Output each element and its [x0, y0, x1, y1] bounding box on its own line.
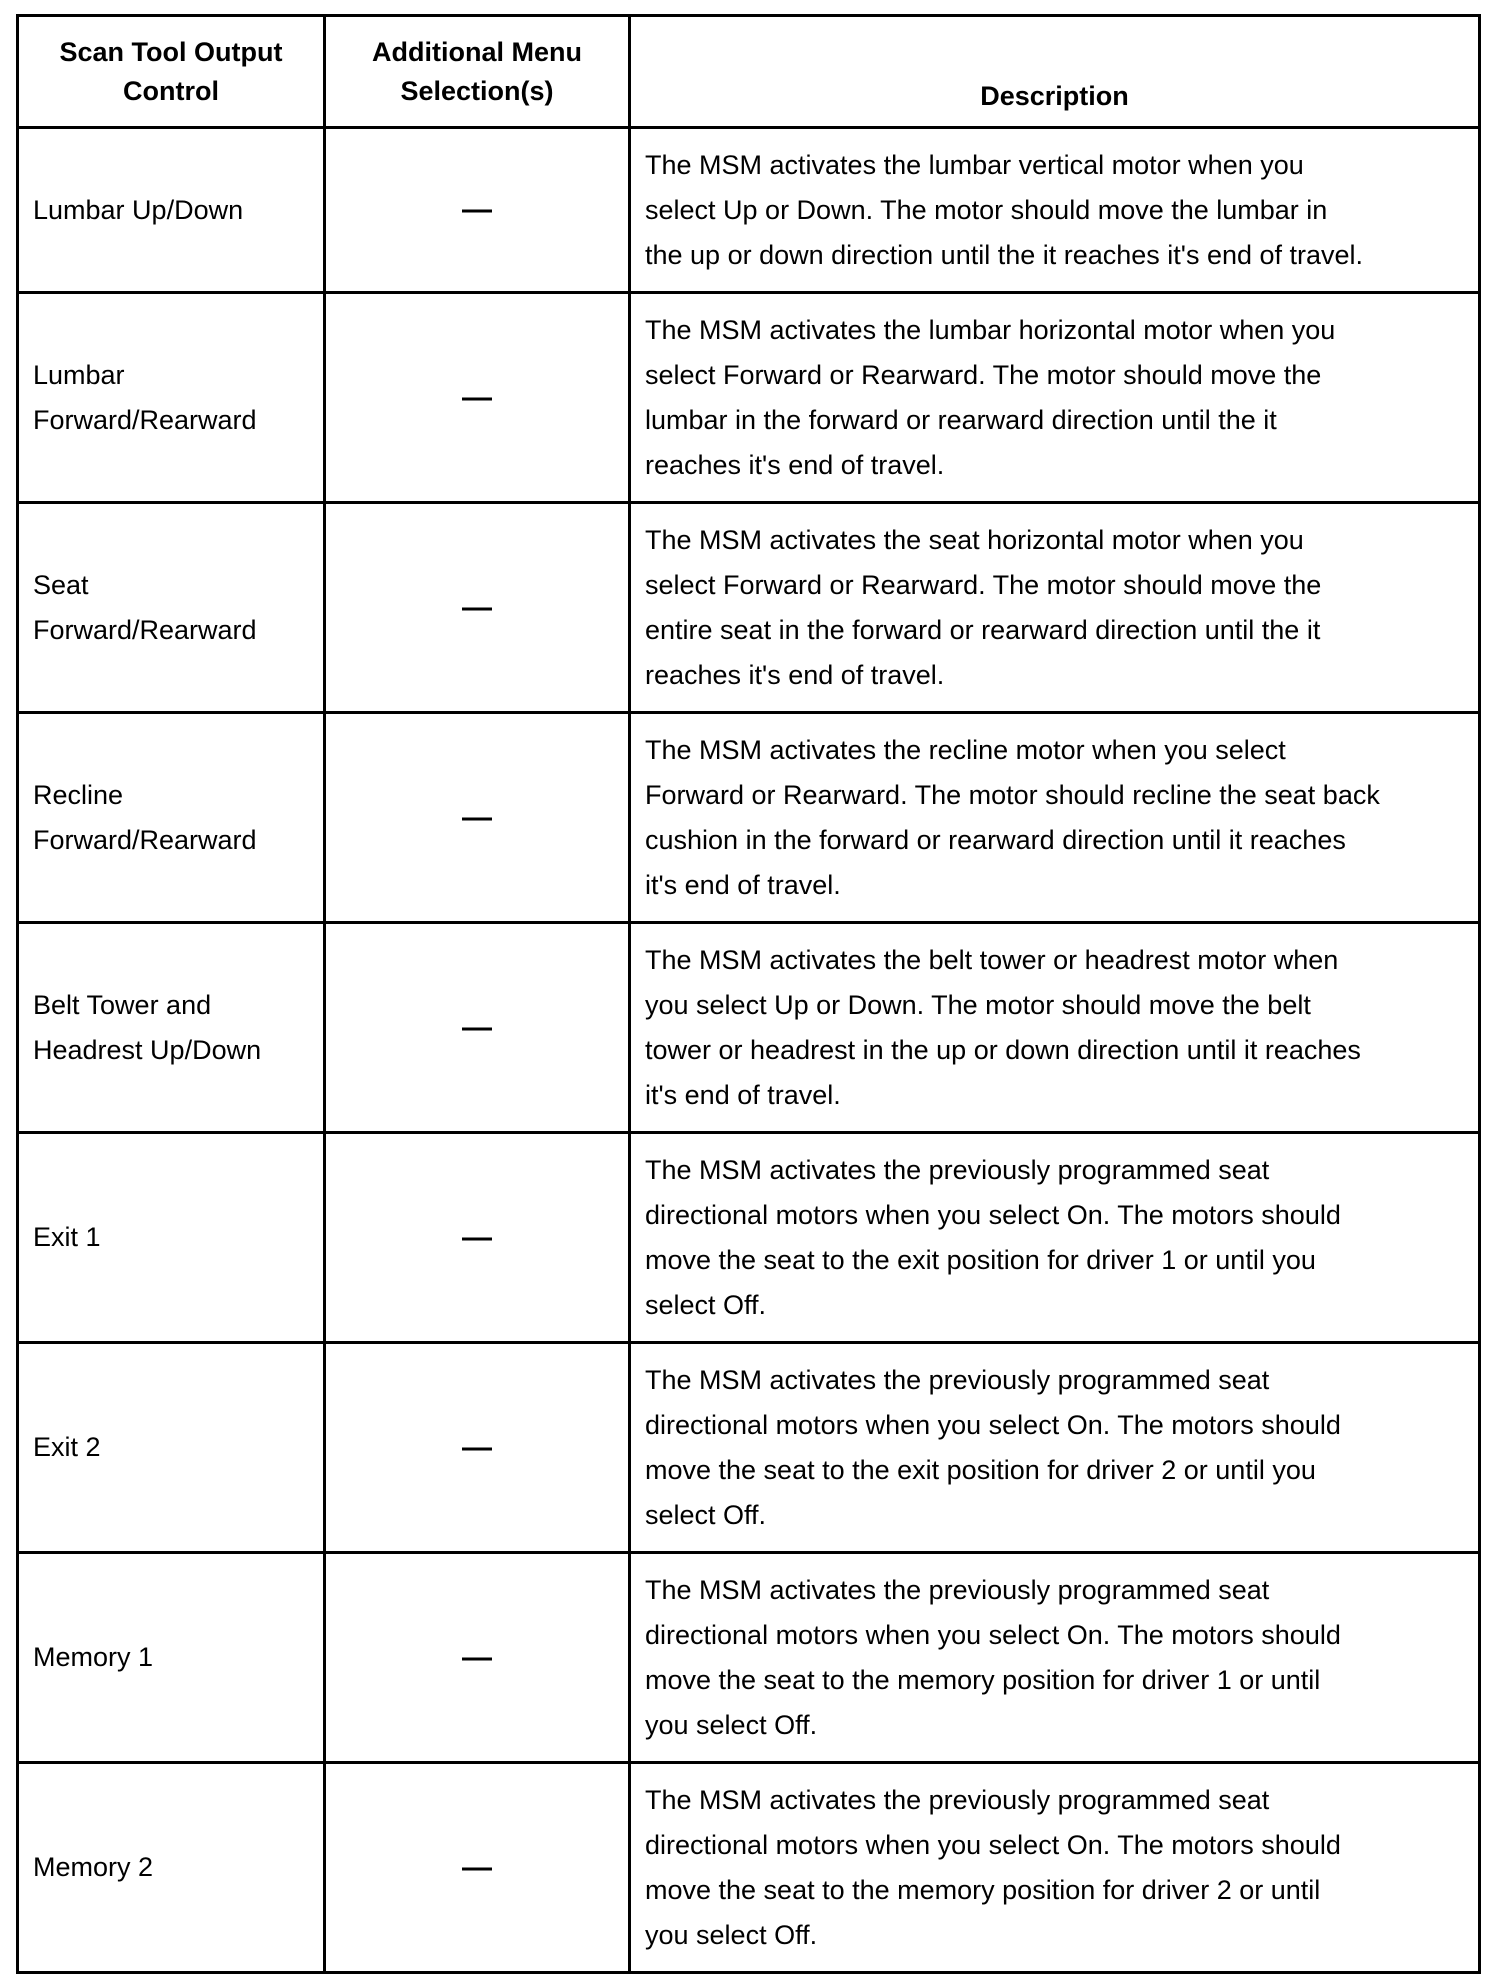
description-line: directional motors when you select On. The motors should	[645, 1199, 1341, 1230]
output-control-line: Forward/Rearward	[33, 824, 257, 855]
output-control-line: Belt Tower and	[33, 989, 212, 1020]
header-row	[18, 16, 1480, 128]
description-line: you select Off.	[645, 1919, 818, 1950]
description-line: select Off.	[645, 1499, 767, 1530]
description-line: move the seat to the memory position for driver 2 or until	[645, 1874, 1321, 1905]
header-additional-menu-selections	[325, 16, 630, 128]
output-control-line: Seat	[33, 569, 89, 600]
description-cell	[630, 293, 1480, 503]
description-line: The MSM activates the lumbar vertical motor when you	[645, 149, 1304, 180]
table-row	[18, 128, 1480, 293]
description-line: move the seat to the exit position for driver 1 or until you	[645, 1244, 1316, 1275]
description-line: cushion in the forward or rearward direction until it reaches	[645, 824, 1346, 855]
output-control-table-container	[16, 14, 1478, 1974]
description-line: select Forward or Rearward. The motor should move the	[645, 359, 1322, 390]
output-control-cell	[18, 1553, 325, 1763]
description-line: The MSM activates the recline motor when you select	[645, 734, 1286, 765]
menu-selection-cell: —	[325, 713, 630, 923]
table-row	[18, 923, 1480, 1133]
output-control-cell	[18, 923, 325, 1133]
description-line: directional motors when you select On. The motors should	[645, 1829, 1341, 1860]
description-line: directional motors when you select On. The motors should	[645, 1409, 1341, 1440]
menu-selection-cell: —	[325, 1133, 630, 1343]
description-line: The MSM activates the previously programmed seat	[645, 1784, 1270, 1815]
output-control-line: Memory 2	[33, 1852, 154, 1882]
description-line: select Forward or Rearward. The motor should move the	[645, 569, 1322, 600]
description-line: tower or headrest in the up or down direction until it reaches	[645, 1034, 1361, 1065]
table-row	[18, 503, 1480, 713]
description-cell	[630, 1133, 1480, 1343]
header-line: Selection(s)	[400, 75, 554, 106]
description-line: The MSM activates the previously programmed seat	[645, 1574, 1270, 1605]
description-cell	[630, 923, 1480, 1133]
table-row	[18, 293, 1480, 503]
header-line: Additional Menu	[372, 36, 582, 67]
table-row	[18, 1133, 1480, 1343]
description-line: reaches it's end of travel.	[645, 659, 945, 690]
table-row	[18, 1553, 1480, 1763]
description-line: Forward or Rearward. The motor should recline the seat back	[645, 779, 1380, 810]
output-control-line: Recline	[33, 779, 124, 810]
description-line: move the seat to the exit position for driver 2 or until you	[645, 1454, 1316, 1485]
description-cell	[630, 128, 1480, 293]
output-control-cell	[18, 713, 325, 923]
output-control-table	[16, 14, 1481, 1974]
description-line: The MSM activates the previously programmed seat	[645, 1154, 1270, 1185]
output-control-line: Exit 2	[33, 1432, 101, 1462]
description-line: select Up or Down. The motor should move the lumbar in	[645, 194, 1328, 225]
table-row	[18, 1343, 1480, 1553]
description-line: reaches it's end of travel.	[645, 449, 945, 480]
menu-selection-cell: —	[325, 293, 630, 503]
description-cell	[630, 1343, 1480, 1553]
description-line: you select Up or Down. The motor should move the belt	[645, 989, 1311, 1020]
output-control-cell	[18, 293, 325, 503]
description-line: The MSM activates the seat horizontal motor when you	[645, 524, 1304, 555]
output-control-line: Forward/Rearward	[33, 404, 257, 435]
table-row	[18, 1763, 1480, 1973]
menu-selection-cell: —	[325, 923, 630, 1133]
description-line: The MSM activates the belt tower or headrest motor when	[645, 944, 1339, 975]
description-line: select Off.	[645, 1289, 767, 1320]
header-line: Scan Tool Output	[59, 36, 283, 67]
description-line: you select Off.	[645, 1709, 818, 1740]
description-cell	[630, 1553, 1480, 1763]
description-line: The MSM activates the previously programmed seat	[645, 1364, 1270, 1395]
output-control-cell	[18, 503, 325, 713]
description-line: move the seat to the memory position for driver 1 or until	[645, 1664, 1321, 1695]
description-line: directional motors when you select On. The motors should	[645, 1619, 1341, 1650]
description-line: The MSM activates the lumbar horizontal motor when you	[645, 314, 1336, 345]
menu-selection-cell: —	[325, 1343, 630, 1553]
description-line: the up or down direction until the it reaches it's end of travel.	[645, 239, 1364, 270]
table-row	[18, 713, 1480, 923]
output-control-cell	[18, 1763, 325, 1973]
output-control-line: Lumbar Up/Down	[33, 194, 244, 225]
description-line: it's end of travel.	[645, 869, 841, 900]
output-control-cell	[18, 1343, 325, 1553]
output-control-line: Lumbar	[33, 359, 125, 390]
menu-selection-cell: —	[325, 503, 630, 713]
header-line: Control	[123, 75, 219, 106]
description-line: lumbar in the forward or rearward direction until the it	[645, 404, 1277, 435]
output-control-line: Headrest Up/Down	[33, 1034, 262, 1065]
description-line: it's end of travel.	[645, 1079, 841, 1110]
header-description: Description	[630, 16, 1480, 128]
output-control-cell	[18, 128, 325, 293]
output-control-line: Exit 1	[33, 1222, 101, 1252]
menu-selection-cell: —	[325, 1553, 630, 1763]
description-line: entire seat in the forward or rearward direction until the it	[645, 614, 1321, 645]
output-control-line: Forward/Rearward	[33, 614, 257, 645]
description-cell	[630, 713, 1480, 923]
menu-selection-cell: —	[325, 1763, 630, 1973]
description-cell	[630, 1763, 1480, 1973]
table-body	[18, 128, 1480, 1973]
header-scan-tool-output-control	[18, 16, 325, 128]
output-control-line: Memory 1	[33, 1642, 154, 1672]
description-cell	[630, 503, 1480, 713]
menu-selection-cell: —	[325, 128, 630, 293]
table-header	[18, 16, 1480, 128]
output-control-cell	[18, 1133, 325, 1343]
